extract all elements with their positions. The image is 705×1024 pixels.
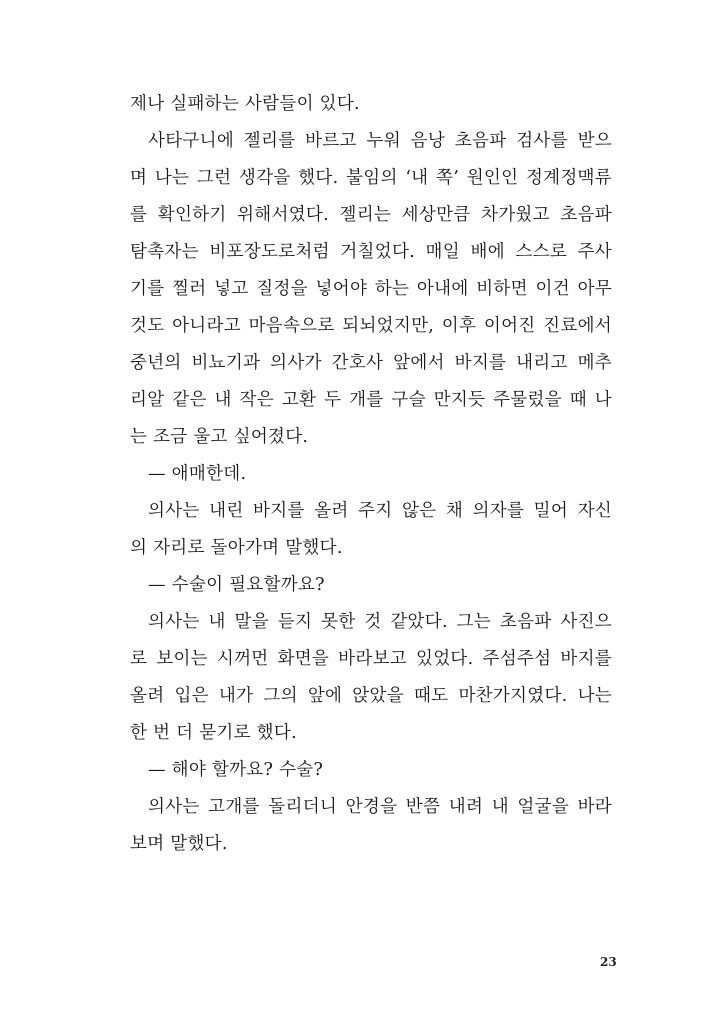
dialogue-line: — 애매한데. bbox=[148, 464, 247, 484]
text-line: 탐촉자는 비포장도로처럼 거칠었다. 매일 배에 스스로 주사 bbox=[130, 242, 612, 262]
text-line: 는 조금 울고 싶어졌다. bbox=[130, 427, 309, 447]
text-line: 를 확인하기 위해서였다. 젤리는 세상만큼 차가웠고 초음파 bbox=[130, 205, 612, 225]
text-line: 리알 같은 내 작은 고환 두 개를 구슬 만지듯 주물렀을 때 나 bbox=[130, 390, 612, 410]
text-line: 제나 실패하는 사람들이 있다. bbox=[130, 94, 360, 114]
text-line: 기를 찔러 넣고 질정을 넣어야 하는 아내에 비하면 이건 아무 bbox=[130, 279, 612, 299]
text-line: 의 자리로 돌아가며 말했다. bbox=[130, 538, 343, 558]
text-line: 의사는 고개를 돌리더니 안경을 반쯤 내려 내 얼굴을 바라 bbox=[148, 797, 612, 817]
text-line: 며 나는 그런 생각을 했다. 불임의 ‘내 쪽’ 원인인 정계정맥류 bbox=[130, 168, 612, 188]
dialogue-line: — 해야 할까요? 수술? bbox=[148, 760, 324, 780]
text-line: 의사는 내린 바지를 올려 주지 않은 채 의자를 밀어 자신 bbox=[148, 501, 612, 521]
text-line: 사타구니에 젤리를 바르고 누워 음낭 초음파 검사를 받으 bbox=[148, 131, 612, 151]
page-number: 23 bbox=[600, 955, 617, 969]
text-line: 보며 말했다. bbox=[130, 834, 228, 854]
text-line: 것도 아니라고 마음속으로 되뇌었지만, 이후 이어진 진료에서 bbox=[130, 316, 612, 336]
text-line: 한 번 더 묻기로 했다. bbox=[130, 723, 297, 743]
text-line: 의사는 내 말을 듣지 못한 것 같았다. 그는 초음파 사진으 bbox=[148, 612, 612, 632]
dialogue-line: — 수술이 필요할까요? bbox=[148, 575, 325, 595]
text-line: 올려 입은 내가 그의 앞에 앉았을 때도 마찬가지였다. 나는 bbox=[130, 686, 612, 706]
text-line: 로 보이는 시꺼먼 화면을 바라보고 있었다. 주섬주섬 바지를 bbox=[130, 649, 612, 669]
body-text bbox=[130, 86, 612, 863]
text-line: 중년의 비뇨기과 의사가 간호사 앞에서 바지를 내리고 메추 bbox=[130, 353, 612, 373]
